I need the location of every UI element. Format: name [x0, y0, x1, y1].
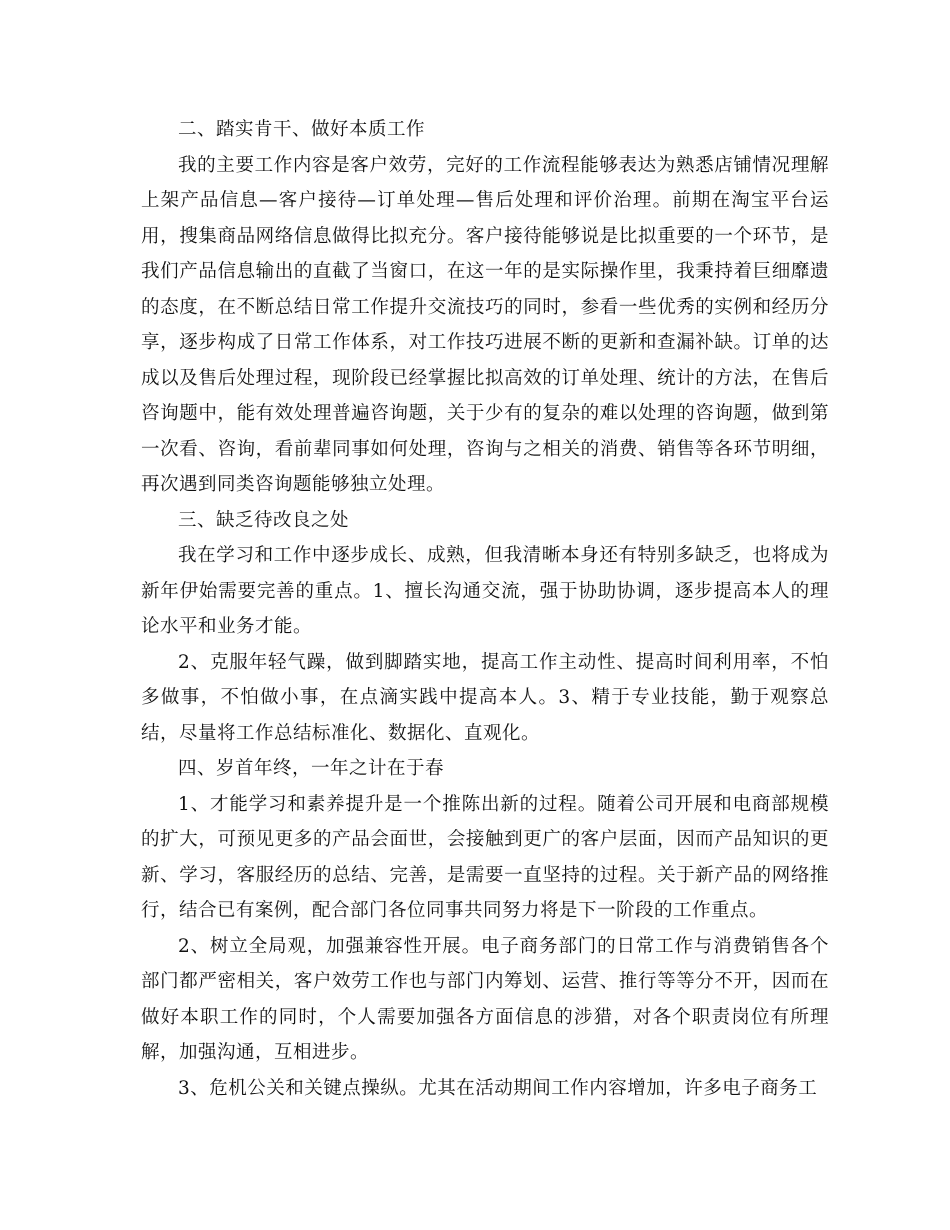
paragraph: 1、才能学习和素养提升是一个推陈出新的过程。随着公司开展和电商部规模的扩大，可预见更多的产品会面世，会接触到更广的客户层面，因而产品知识的更新、学习，客服经历的总结、完善，是需要一直坚持的过程。关于新产品的网络推行，结合已有案例，配合部门各位同事共同努力将是下一阶段的工作重点。 — [141, 793, 829, 921]
paragraph: 我在学习和工作中逐步成长、成熟，但我清晰本身还有特别多缺乏，也将成为新年伊始需要完善的重点。1、擅长沟通交流，强于协助协调，逐步提高本人的理论水平和业务才能。 — [141, 545, 829, 637]
paragraph: 2、树立全局观，加强兼容性开展。电子商务部门的日常工作与消费销售各个部门都严密相关，客户效劳工作也与部门内筹划、运营、推行等等分不开，因而在做好本职工作的同时，个人需要加强各方面信息的涉猎，对各个职责岗位有所理解，加强沟通，互相进步。 — [141, 935, 829, 1063]
paragraph: 我的主要工作内容是客户效劳，完好的工作流程能够表达为熟悉店铺情况理解上架产品信息—客户接待—订单处理—售后处理和评价治理。前期在淘宝平台运用，搜集商品网络信息做得比拟充分。客户接待能够说是比拟重要的一个环节，是我们产品信息输出的直截了当窗口，在这一年的是实际操作里，我秉持着巨细靡遗的态度，在不断总结日常工作提升交流技巧的同时，参看一些优秀的实例和经历分享，逐步构成了日常工作体系，对工作技巧进展不断的更新和查漏补缺。订单的达成以及售后处理过程，现阶段已经掌握比拟高效的订单处理、统计的方法，在售后咨询题中，能有效处理普遍咨询题，关于少有的复杂的难以处理的咨询题，做到第一次看、咨询，看前辈同事如何处理，咨询与之相关的消费、销售等各环节明细，再次遇到同类咨询题能够独立处理。 — [141, 154, 829, 495]
section-heading-3: 三、缺乏待改良之处 — [178, 509, 350, 531]
paragraph: 3、危机公关和关键点操纵。尤其在活动期间工作内容增加，许多电子商务工 — [178, 1077, 818, 1099]
section-heading-2: 二、踏实肯干、做好本质工作 — [178, 119, 426, 140]
section-heading-4: 四、岁首年终，一年之计在于春 — [178, 758, 445, 779]
document-body — [141, 112, 829, 1106]
paragraph: 2、克服年轻气躁，做到脚踏实地，提高工作主动性、提高时间利用率，不怕多做事，不怕做小事，在点滴实践中提高本人。3、精于专业技能，勤于观察总结，尽量将工作总结标准化、数据化、直观化。 — [141, 651, 829, 744]
